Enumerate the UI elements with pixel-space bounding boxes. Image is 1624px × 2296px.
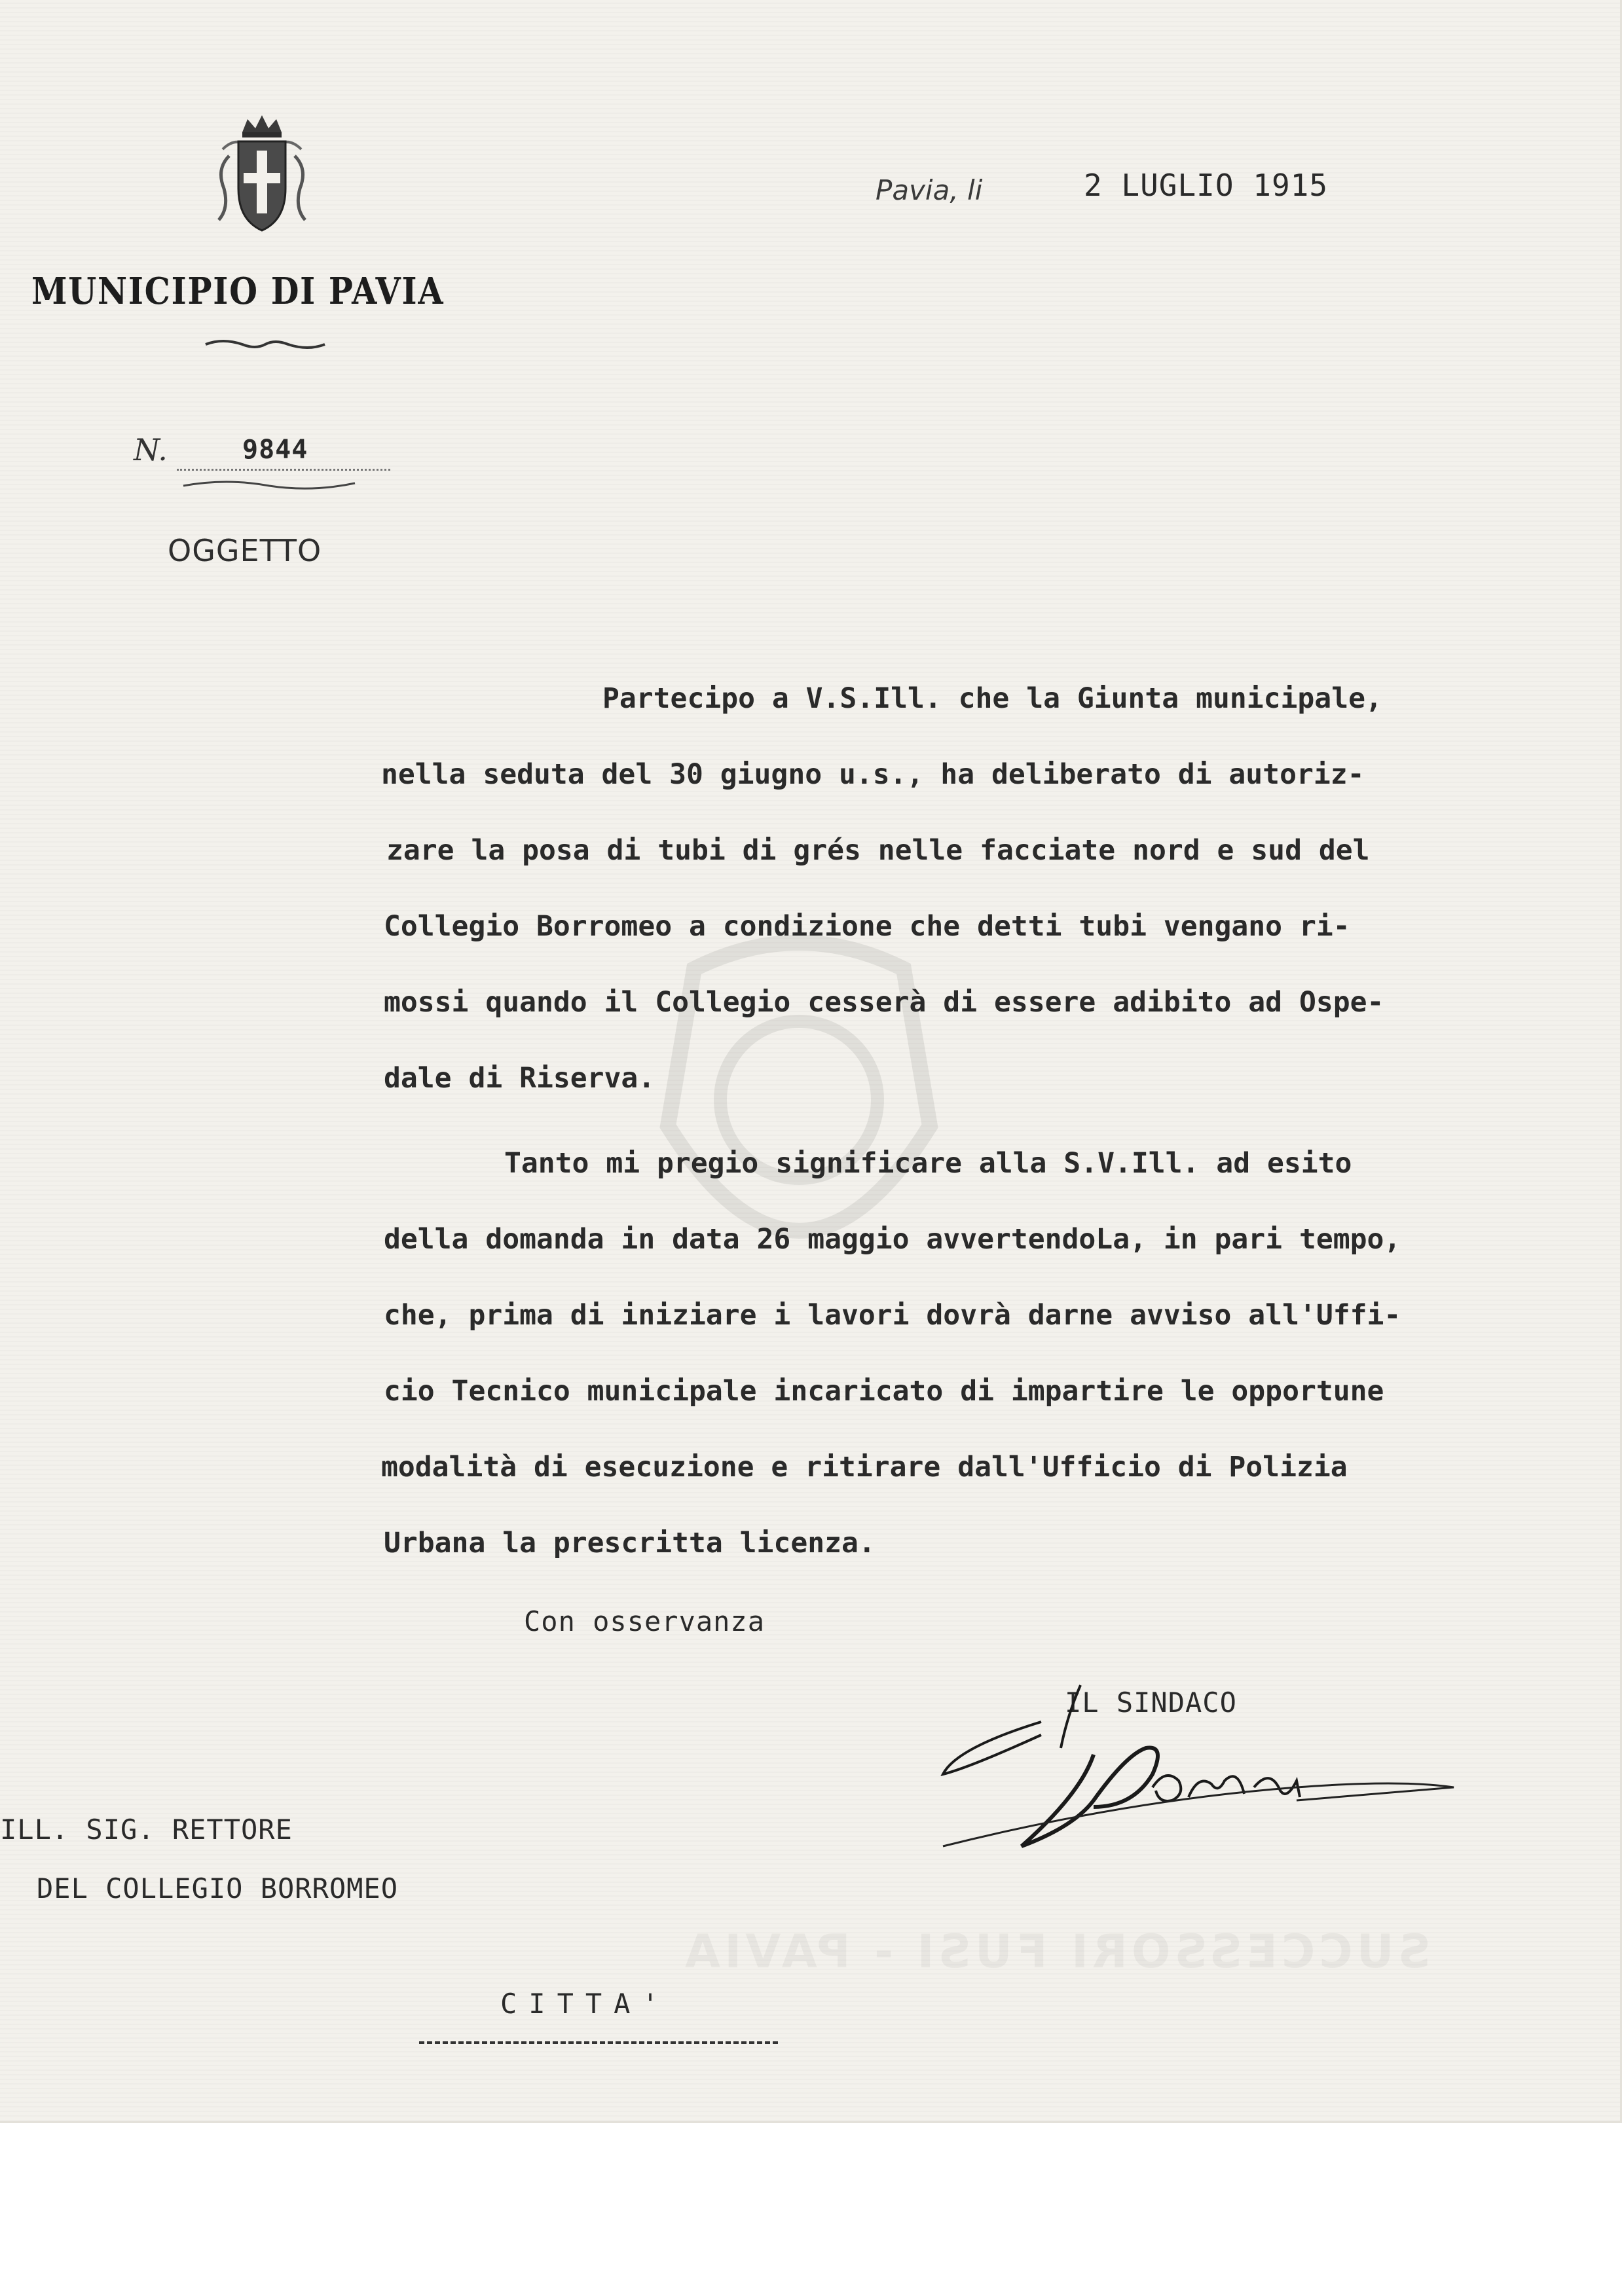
handwritten-signature [930, 1676, 1467, 1872]
number-flourish [181, 477, 358, 494]
body-line: Urbana la prescritta licenza. [384, 1527, 876, 1559]
dateline-place: Pavia, li [876, 174, 983, 206]
letter-date: 2 LUGLIO 1915 [1084, 168, 1329, 203]
coat-of-arms-icon [210, 110, 314, 241]
municipality-header: MUNICIPIO DI PAVIA [31, 270, 445, 313]
body-line: mossi quando il Collegio cesserà di essere adibito ad Ospe- [384, 986, 1384, 1019]
body-line: dale di Riserva. [384, 1062, 655, 1095]
mayor-title: IL SINDACO [1065, 1686, 1237, 1719]
body-line: Collegio Borromeo a condizione che detti tubi vengano ri- [384, 910, 1350, 943]
body-line: zare la posa di tubi di grés nelle facciate nord e sud del [386, 834, 1370, 867]
addressee-city: CITTA' [500, 1988, 671, 2020]
addressee-line-2: DEL COLLEGIO BORROMEO [37, 1872, 399, 1904]
body-line: modalità di esecuzione e ritirare dall'Ufficio di Polizia [381, 1451, 1348, 1484]
subject-label: OGGETTO [168, 533, 322, 568]
body-line: Partecipo a V.S.Ill. che la Giunta municipale, [602, 682, 1382, 715]
show-through-text [681, 1925, 1431, 1978]
header-flourish [203, 337, 327, 352]
protocol-number-value: 9844 [242, 435, 308, 465]
protocol-number-label: N. [134, 432, 168, 467]
closing-formula: Con osservanza [524, 1605, 766, 1637]
body-line: Tanto mi pregio significare alla S.V.Ill. ad esito [504, 1147, 1352, 1180]
body-line: della domanda in data 26 maggio avvertendoLa, in pari tempo, [384, 1223, 1401, 1256]
body-line: nella seduta del 30 giugno u.s., ha deliberato di autoriz- [381, 758, 1365, 791]
body-line: cio Tecnico municipale incaricato di impartire le opportune [384, 1375, 1384, 1408]
addressee-line-1: ILL. SIG. RETTORE [0, 1813, 293, 1846]
watermark-crest [537, 917, 1061, 1336]
city-underline [419, 2041, 778, 2044]
number-dotted-line [177, 469, 390, 471]
body-line: che, prima di iniziare i lavori dovrà darne avviso all'Uffi- [384, 1299, 1401, 1332]
